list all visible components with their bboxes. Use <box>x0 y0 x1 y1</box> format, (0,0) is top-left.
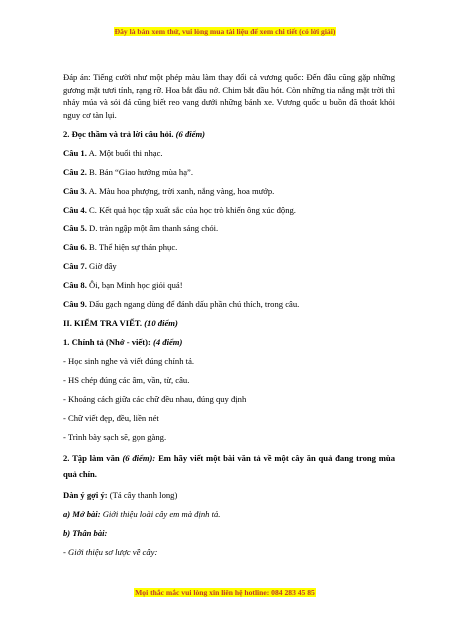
answer-label: Câu 5. <box>63 223 87 234</box>
answer-text: Giờ đây <box>86 261 117 272</box>
part-2-heading <box>63 317 395 330</box>
answer-text: C. Kết quả học tập xuất sắc của học trò khiến ông xúc động. <box>86 204 296 215</box>
part-2-title: II. KIỂM TRA VIẾT. <box>63 318 145 329</box>
part-2-points: (10 điểm) <box>144 318 178 329</box>
hotline-text: Mọi thắc mắc vui lòng xin liên hệ hotline: 084 283 45 85 <box>135 588 315 597</box>
answer-item <box>63 222 395 235</box>
essay-prompt: Em hãy viết một bài văn tả về một cây ăn quả đang trong mùa quả chín. <box>63 453 395 480</box>
answer-text: Dấu gạch ngang dùng để đánh dấu phần chú thích, trong câu. <box>86 299 300 310</box>
answer-label: Câu 8. <box>63 280 87 291</box>
answer-text: D. tràn ngập một âm thanh sáng chói. <box>86 223 219 234</box>
answer-text: A. Màu hoa phượng, trời xanh, nắng vàng, hoa mướp. <box>86 185 275 196</box>
outline-note: (Tả cây thanh long) <box>107 489 178 500</box>
answer-text: Ôi, bạn Minh học giỏi quá! <box>86 280 183 291</box>
answer-label: Câu 3. <box>63 185 87 196</box>
answer-item <box>63 260 395 273</box>
opening-text: Giới thiệu loài cây em mà định tả. <box>100 508 221 519</box>
criteria-item: - Trình bày sạch sẽ, gọn gàng. <box>63 432 167 443</box>
answer-item <box>63 279 395 292</box>
essay-points: (6 điểm): <box>122 453 156 464</box>
outline-opening <box>63 508 395 521</box>
opening-label: a) Mở bài: <box>63 508 101 519</box>
hotline-banner <box>0 588 450 598</box>
answer-item <box>63 185 395 198</box>
criteria-item: - Khoảng cách giữa các chữ đều nhau, đúng quy định <box>63 394 247 405</box>
answer-paragraph: Đáp án: Tiếng cười như một phép màu làm thay đổi cả vương quốc: Đến đâu cũng gặp những gương mặt tươi tỉnh, rạng rỡ. Hoa bắt đầu nở. Chim bắt đầu hót. Còn những tia nắng mặt trời thì nhảy múa và sỏi đá cũng biết reo vang dưới những bánh xe. Vương quốc u buồn đã thoát khỏi nguy cơ tàn lụi. <box>63 72 395 120</box>
answer-label: Câu 4. <box>63 204 87 215</box>
answer-item <box>63 241 395 254</box>
answer-text: B. Thể hiện sự thán phục. <box>86 242 178 253</box>
outline-label: Dàn ý gợi ý: <box>63 489 108 500</box>
section-2-title: 2. Đọc thầm và trả lời câu hỏi. <box>63 128 176 139</box>
answer-item <box>63 298 395 311</box>
criteria-item: - Học sinh nghe và viết đúng chính tả. <box>63 356 195 367</box>
answer-text: B. Bản “Giao hưởng mùa hạ”. <box>86 166 193 177</box>
outline-body-item: - Giới thiệu sơ lược về cây: <box>63 546 158 557</box>
dictation-heading <box>63 336 395 349</box>
answer-label: Câu 2. <box>63 166 87 177</box>
answer-text: A. Một buổi thi nhạc. <box>86 147 163 158</box>
section-2-heading <box>63 128 395 141</box>
outline-body-heading: b) Thân bài: <box>63 527 108 538</box>
dictation-title: 1. Chính tả (Nhớ - viết): <box>63 337 153 348</box>
preview-notice-text: Đây là bản xem thử, vui lòng mua tài liệu để xem chi tiết (có lời giải) <box>114 27 336 36</box>
answer-list <box>63 147 395 311</box>
essay-heading <box>63 450 395 482</box>
section-2-points: (6 điểm) <box>175 128 206 139</box>
essay-title: 2. Tập làm văn <box>63 453 123 464</box>
answer-item <box>63 166 395 179</box>
dictation-points: (4 điểm) <box>152 337 183 348</box>
document-body <box>63 71 395 565</box>
criteria-item: - HS chép đúng các âm, vần, từ, câu. <box>63 375 190 386</box>
preview-notice-banner <box>0 27 450 37</box>
answer-label: Câu 1. <box>63 147 87 158</box>
answer-item <box>63 204 395 217</box>
answer-label: Câu 7. <box>63 261 87 272</box>
criteria-item: - Chữ viết đẹp, đều, liền nét <box>63 413 159 424</box>
answer-label: Câu 9. <box>63 299 87 310</box>
answer-item <box>63 147 395 160</box>
outline-heading <box>63 489 395 502</box>
answer-label: Câu 6. <box>63 242 87 253</box>
criteria-list <box>63 355 395 444</box>
